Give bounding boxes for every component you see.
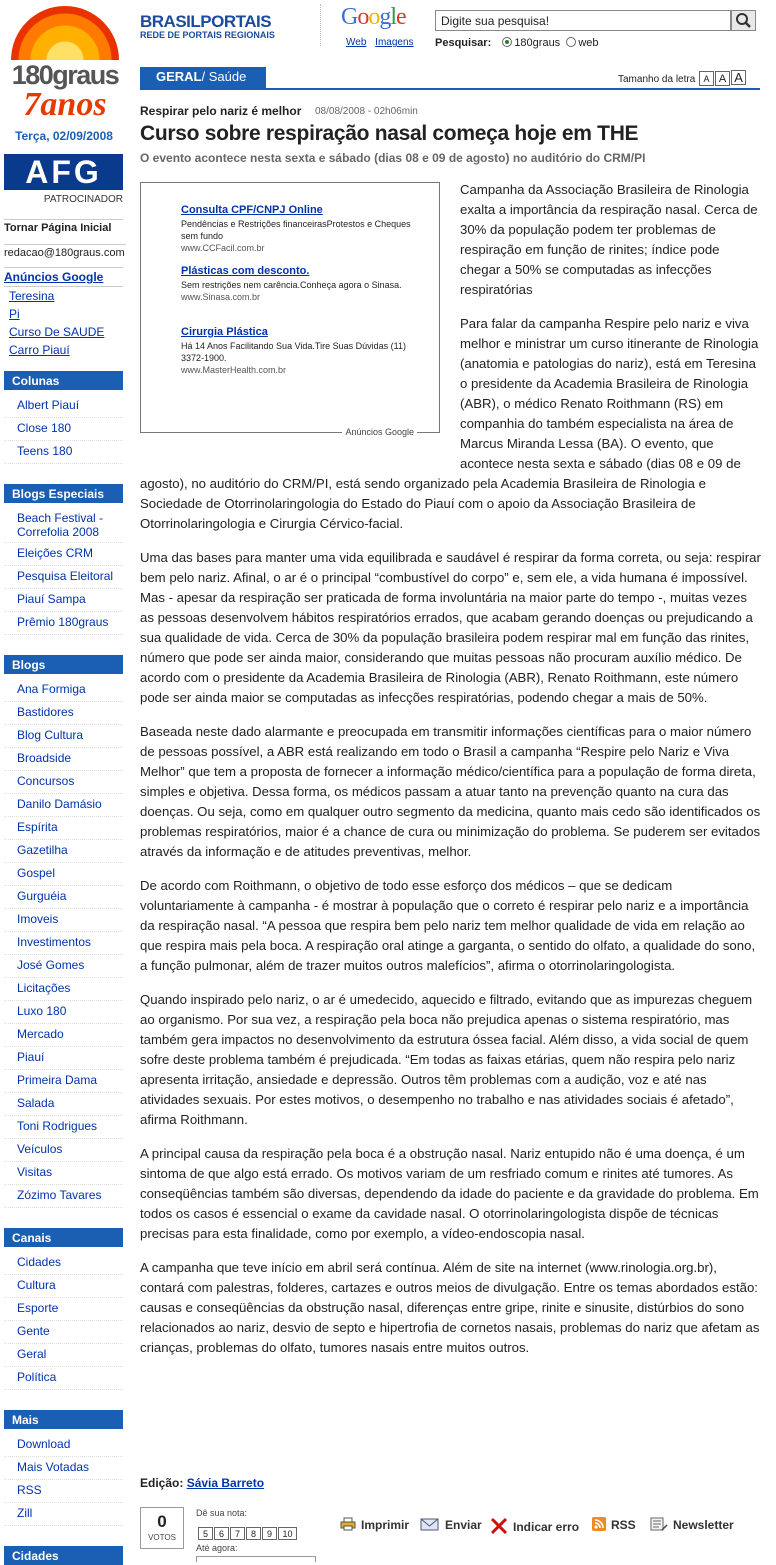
- section-blogs-especiais: [4, 484, 123, 635]
- article-kicker: Respirar pelo nariz é melhor: [140, 104, 302, 118]
- tab-imagens[interactable]: Imagens: [375, 37, 414, 48]
- sidebar-item[interactable]: Visitas: [4, 1162, 123, 1185]
- article-paragraph: Para falar da campanha Respire pelo nariz e viva melhor e ministrar um curso itinerante de Rinologia (anatomia e patologias do nariz), está em Teresina o presidente da Academia Brasileira de Rinologia (ABR), o médico Renato Roithmann (RS) em companhia do também especialista na área de Marcus Miranda Lessa (BA). O evento, que acontece nesta sexta e sábado (dias 08 e 09 de agosto), no auditório do CRM/PI, está sendo organizado pela Academia Brasileira de Rinologia e Sociedade de Otorrinolaringologia do Estado do Piauí com o apoio da Associação Brasileira de Otorrinolaringologia e Cirurgia Cérvico-facial.: [140, 316, 759, 531]
- font-medium-button[interactable]: A: [715, 71, 730, 86]
- section-heading: Mais: [4, 1410, 123, 1429]
- article-title: Curso sobre respiração nasal começa hoje em THE: [140, 122, 639, 145]
- report-error-label: Indicar erro: [513, 1520, 580, 1534]
- sidebar-item[interactable]: Esporte: [4, 1298, 123, 1321]
- font-size-label: Tamanho da letra: [618, 74, 696, 85]
- sidebar-item[interactable]: Blog Cultura: [4, 725, 123, 748]
- sidebar-item[interactable]: Close 180: [4, 418, 123, 441]
- sidebar-item[interactable]: Broadside: [4, 748, 123, 771]
- search-scope: [435, 37, 599, 49]
- sidebar-item[interactable]: Eleições CRM: [4, 543, 123, 566]
- ad-description: Há 14 Anos Facilitando Sua Vida.Tire Suas Dúvidas (11) 3372-1900.: [181, 341, 406, 363]
- current-date: Terça, 02/09/2008: [15, 129, 113, 143]
- google-ads-title[interactable]: Anúncios Google: [4, 267, 123, 287]
- sidebar-item[interactable]: Gurguéia: [4, 886, 123, 909]
- rating-option[interactable]: 10: [278, 1527, 297, 1540]
- contact-email[interactable]: redacao@180graus.com: [4, 244, 126, 259]
- sidebar-item[interactable]: Espírita: [4, 817, 123, 840]
- sidebar-item[interactable]: Mais Votadas: [4, 1457, 123, 1480]
- rating-options: [198, 1524, 298, 1542]
- rss-icon: [592, 1517, 606, 1531]
- brand-title: BRASILPORTAIS: [140, 12, 272, 31]
- edition-credit: [140, 1476, 264, 1490]
- ad-description: Sem restrições nem carência.Conheça agora o Sinasa.: [181, 280, 402, 290]
- ad-url: www.CCFacil.com.br: [181, 243, 265, 253]
- font-small-button[interactable]: A: [699, 71, 714, 86]
- radio-180graus[interactable]: [502, 37, 512, 47]
- ad-title[interactable]: Plásticas com desconto.: [181, 265, 310, 277]
- sidebar-google-ads: [4, 267, 123, 359]
- logo-anniversary: 7anos: [23, 86, 107, 123]
- sidebar-item[interactable]: Prêmio 180graus: [4, 612, 123, 635]
- article-paragraph: A campanha que teve início em abril será contínua. Além de site na internet (www.rinologia.org.br), contará com palestras, folderes, cartazes e outros meios de divulgação. Entre os temas abordados estão: causas e conseqüências da obstrução nasal, diferenças entre gripe, rinite e sinusite, distúrbios do sono relacionados ao nariz, desvio de septo e hipertrofia de cornetos nasais, problemas do nariz que afetam as crianças, problemas do olfato, tumores nasais entre muitos outros.: [140, 1260, 760, 1355]
- sidebar-item[interactable]: Cidades: [4, 1252, 123, 1275]
- section-colunas: [4, 371, 123, 464]
- ad-url: www.MasterHealth.com.br: [181, 365, 287, 375]
- sidebar-item[interactable]: Imoveis: [4, 909, 123, 932]
- sidebar-item[interactable]: Albert Piauí: [4, 395, 123, 418]
- print-label: Imprimir: [361, 1518, 410, 1532]
- google-ad-link[interactable]: Curso De SAUDE: [9, 325, 105, 339]
- sidebar-item[interactable]: Teens 180: [4, 441, 123, 464]
- font-large-button[interactable]: A: [731, 70, 746, 85]
- ad-item[interactable]: [181, 265, 416, 302]
- ad-description: Pendências e Restrições financeirasProtestos e Cheques sem fundo: [181, 219, 411, 241]
- sidebar-item[interactable]: Cultura: [4, 1275, 123, 1298]
- google-ad-link[interactable]: Carro Piauí: [9, 343, 70, 357]
- section-heading: Blogs: [4, 655, 123, 674]
- section-tab[interactable]: [140, 67, 266, 88]
- sidebar-item[interactable]: Licitações: [4, 978, 123, 1001]
- sidebar-item[interactable]: Gospel: [4, 863, 123, 886]
- sponsor-logo[interactable]: AFG: [4, 154, 123, 190]
- sidebar-item[interactable]: Zill: [4, 1503, 123, 1526]
- brasilportais-logo[interactable]: [140, 12, 275, 40]
- google-logo: Google: [341, 4, 406, 30]
- sidebar-item[interactable]: Veículos: [4, 1139, 123, 1162]
- search-scope-label: Pesquisar:: [435, 37, 492, 49]
- rss-button[interactable]: [592, 1517, 636, 1532]
- article-paragraph: Baseada neste dado alarmante e preocupada em transmitir informações científicas para o maior número de pessoas possível, a ABR está realizando em todo o Brasil a campanha “Respire pelo Nariz e Viva Melhor” que tem a proposta de fornecer a informação médico/científica para a população de forma direta, simples e objetiva. Dessa forma, os médicos passam a atuar tanto na prevenção quanto na cura das doenças. Ou seja, como em qualquer outro segmento da medicina, quanto mais cedo são identificados os problemas respiratórios, maior é a chance de cura ou minimização do problema. Se puderem ser evitados através da informação e de atitudes preventivas, melhor.: [140, 724, 761, 859]
- search-button[interactable]: [731, 10, 756, 31]
- google-tabs: [346, 37, 420, 48]
- sidebar-item[interactable]: Bastidores: [4, 702, 123, 725]
- envelope-icon: [420, 1517, 440, 1531]
- logo-text: 180graus: [11, 60, 119, 90]
- sidebar-item[interactable]: Política: [4, 1367, 123, 1390]
- article-subtitle: O evento acontece nesta sexta e sábado (dias 08 e 09 de agosto) no auditório do CRM/PI: [140, 151, 646, 165]
- sidebar-item[interactable]: Zózimo Tavares: [4, 1185, 123, 1208]
- ad-item[interactable]: [181, 204, 416, 253]
- sidebar-item[interactable]: Ana Formiga: [4, 679, 123, 702]
- sidebar-item[interactable]: Piauí: [4, 1047, 123, 1070]
- article-paragraph: Campanha da Associação Brasileira de Rinologia exalta a importância da respiração nasal. Cerca de 30% da população podem ter problemas de respiração em função de rinites; índice pode chegar a 50% se computadas as infecções respiratórias: [460, 182, 758, 297]
- radio-180graus-label: 180graus: [514, 37, 561, 49]
- vote-counter: [140, 1507, 184, 1549]
- sidebar-item[interactable]: Geral: [4, 1344, 123, 1367]
- google-ads-box: [140, 182, 440, 437]
- newsletter-label: Newsletter: [673, 1518, 734, 1532]
- sidebar-item[interactable]: Download: [4, 1434, 123, 1457]
- sidebar-item[interactable]: Gente: [4, 1321, 123, 1344]
- ad-url: www.Sinasa.com.br: [181, 292, 261, 302]
- newsletter-button[interactable]: [650, 1517, 734, 1532]
- rating-option[interactable]: 9: [262, 1527, 277, 1540]
- sidebar-item[interactable]: Concursos: [4, 771, 123, 794]
- rating-prompt: Dê sua nota:: [196, 1508, 248, 1518]
- send-label: Enviar: [445, 1518, 482, 1532]
- rating-option[interactable]: 5: [198, 1527, 213, 1540]
- brand-subtitle: REDE DE PORTAIS REGIONAIS: [140, 30, 275, 40]
- printer-icon: [340, 1517, 356, 1531]
- sidebar-item[interactable]: Salada: [4, 1093, 123, 1116]
- ad-item[interactable]: [181, 326, 416, 375]
- rss-label: RSS: [611, 1518, 636, 1532]
- sidebar-item[interactable]: José Gomes: [4, 955, 123, 978]
- header-divider: [320, 4, 321, 46]
- sun-logo-icon: [11, 6, 119, 60]
- editor-link[interactable]: Sávia Barreto: [186, 1476, 265, 1490]
- section-heading: Cidades: [4, 1546, 123, 1565]
- sidebar-item[interactable]: Pesquisa Eleitoral: [4, 566, 123, 589]
- send-button[interactable]: [420, 1517, 482, 1532]
- sidebar-item[interactable]: Investimentos: [4, 932, 123, 955]
- vote-count: 0: [157, 1512, 167, 1531]
- section-main: GERAL: [156, 69, 202, 84]
- rating-so-far: Até agora:: [196, 1543, 238, 1553]
- site-logo[interactable]: [5, 6, 125, 124]
- ads-box-label[interactable]: Anúncios Google: [342, 427, 417, 437]
- section-sub: / Saúde: [201, 69, 247, 84]
- vote-label: VOTOS: [148, 1533, 176, 1542]
- sidebar-item[interactable]: Beach Festival - Correfolia 2008: [4, 508, 123, 543]
- article-timestamp: 08/08/2008 - 02h06min: [315, 106, 418, 117]
- edition-label: Edição:: [140, 1476, 184, 1490]
- section-canais: [4, 1228, 123, 1390]
- section-heading: Canais: [4, 1228, 123, 1247]
- radio-web-label: web: [578, 37, 599, 49]
- magnifier-icon: [732, 11, 755, 30]
- ad-title[interactable]: Consulta CPF/CNPJ Online: [181, 204, 323, 216]
- sidebar-item[interactable]: Danilo Damásio: [4, 794, 123, 817]
- sidebar-item[interactable]: Mercado: [4, 1024, 123, 1047]
- tab-web[interactable]: Web: [346, 37, 367, 48]
- set-homepage-link[interactable]: Tornar Página Inicial: [4, 219, 123, 234]
- google-ad-link[interactable]: Teresina: [9, 289, 55, 303]
- sidebar-item[interactable]: Luxo 180: [4, 1001, 123, 1024]
- ad-title[interactable]: Cirurgia Plástica: [181, 326, 268, 338]
- article-paragraph: Quando inspirado pelo nariz, o ar é umedecido, aquecido e filtrado, evitando que as impurezas cheguem ao organismo. Por sua vez, a respiração pela boca não prejudica apenas o sistema respiratório, mas também gera impactos no desenvolvimento da estrutura óssea facial. Além disso, a vida social de quem sofre deste problema também é prejudicada. “Em todas as faixas etárias, quem não respira pelo nariz apresenta irritação, ansiedade e depressão. Outros têm problemas com a audição, voz e até nas atividades sexuais. Por estes motivos, o desempenho no trabalho e nas atividades sociais é afetado”, afirma Roithmann.: [140, 992, 753, 1127]
- radio-web[interactable]: [566, 37, 576, 47]
- sidebar-item[interactable]: Gazetilha: [4, 840, 123, 863]
- rating-option[interactable]: 7: [230, 1527, 245, 1540]
- article-paragraph: De acordo com Roithmann, o objetivo de todo esse esforço dos médicos – que se dedicam voluntariamente à campanha - é mostrar à população que o correto é respirar pelo nariz e a importância da respiração nasal. “A pessoa que respira bem pelo nariz tem melhor qualidade de vida em relação ao que respira mais pela boca. A respiração oral atinge a garganta, o sentido do olfato, a qualidade do sono, a função pulmonar, além de trazer muitos outros malefícios”, afirma o otorrinolaringologista.: [140, 878, 756, 973]
- section-heading: Colunas: [4, 371, 123, 390]
- sidebar-item[interactable]: RSS: [4, 1480, 123, 1503]
- sidebar-item[interactable]: Piauí Sampa: [4, 589, 123, 612]
- article-paragraph: Uma das bases para manter uma vida equilibrada e saudável é respirar da forma correta, ou seja: respirar bem pelo nariz. Afinal, o ar é o principal “combustível do corpo” e, sem ele, a vida humana é impossível. Mas - apesar da respiração ser praticada de forma involuntária na maior parte do tempo -, muitas vezes as pessoas desenvolvem hábitos respiratórios errados, que acabam gerando doenças ou prejudicando a sua qualidade de vida. Cerca de 30% da população brasileira podem respirar mal em função das rinites, número que pode ser ainda maior, considerando que muitas pessoas não procuram auxílio médico. De acordo com o presidente da Academia Brasileira de Rinologia (ABR), Renato Roithmann, este número pode ser ainda maior se computadas as infecções respiratórias, podendo chegar a mais de 50%.: [140, 550, 761, 705]
- section-mais: [4, 1410, 123, 1526]
- rating-option[interactable]: 8: [246, 1527, 261, 1540]
- rating-option[interactable]: 6: [214, 1527, 229, 1540]
- sidebar-item[interactable]: Primeira Dama: [4, 1070, 123, 1093]
- search-input[interactable]: [435, 10, 731, 31]
- section-underline: [140, 88, 760, 90]
- sponsor-label: PATROCINADOR: [43, 194, 123, 205]
- newsletter-icon: [650, 1517, 668, 1531]
- section-blogs: [4, 655, 123, 1208]
- section-cidades: [4, 1546, 123, 1565]
- sidebar-item[interactable]: Toni Rodrigues: [4, 1116, 123, 1139]
- section-heading: Blogs Especiais: [4, 484, 123, 503]
- print-button[interactable]: [340, 1517, 409, 1532]
- article-paragraph: A principal causa da respiração pela boca é a obstrução nasal. Nariz entupido não é uma doença, é um sintoma de que algo está errado. Os motivos variam de um resfriado comum e rinites até tumores. As conseqüências também são diversas, dependendo da idade do paciente e da gravidade do problema. Em todos os casos é essencial o exame da cavidade nasal. O otorrinolaringologista dispõe de técnicas precisas para esta finalidade, como por exemplo, a vídeo-endoscopia nasal.: [140, 1146, 759, 1241]
- google-ad-link[interactable]: Pi: [9, 307, 20, 321]
- rating-bar: [196, 1556, 316, 1562]
- font-size-controls: [618, 70, 746, 86]
- report-error-button[interactable]: [490, 1517, 579, 1535]
- red-x-icon: [490, 1517, 508, 1535]
